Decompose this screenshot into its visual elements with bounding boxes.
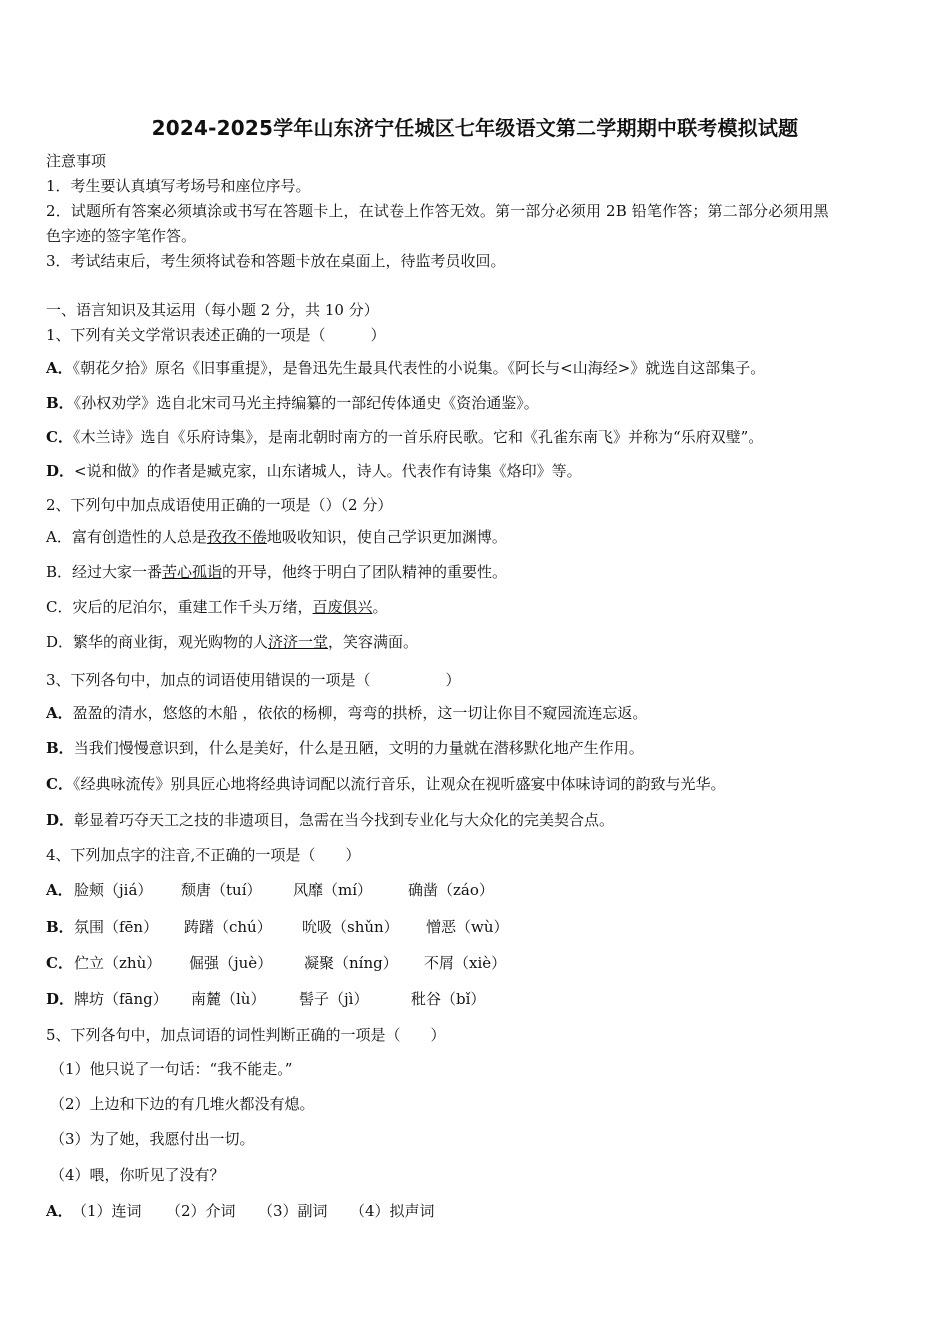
exam-title: 2024-2025学年山东济宁任城区七年级语文第二学期期中联考模拟试题: [151, 116, 799, 140]
q4-option-b-item-2: 踌躇（chú）: [184, 918, 272, 936]
q5-option-a-item-3: （3）副词: [258, 1202, 328, 1220]
notice-item-1: 1．考生要认真填写考场号和座位序号。: [46, 177, 311, 195]
q1-option-a-text: 《朝花夕拾》原名《旧事重提》，是鲁迅先生最具代表性的小说集。《阿长与<山海经>》就选自这部集子。: [72, 359, 766, 377]
q5-sentence-3: （3）为了她，我愿付出一切。: [50, 1130, 255, 1148]
q3-stem: 3、下列各句中，加点的词语使用错误的一项是（ ）: [46, 671, 461, 689]
q2-option-c-pre: C．灾后的尼泊尔，重建工作千头万绪，: [46, 598, 313, 616]
notice-item-2-cont: 色字迹的签字笔作答。: [46, 227, 197, 245]
q2-option-b-post: 的开导，他终于明白了团队精神的重要性。: [222, 563, 508, 581]
q2-option-a-pre: A．富有创造性的人总是: [46, 528, 207, 546]
q4-option-c-item-1: 伫立（zhù）: [74, 954, 162, 972]
q4-option-c-item-4: 不屑（xiè）: [424, 954, 507, 972]
q3-option-a-text: 盈盈的清水，悠悠的木船 ，依依的杨柳，弯弯的拱桥，这一切让你目不窥园流连忘返。: [72, 704, 648, 722]
q2-stem: 2、下列句中加点成语使用正确的一项是（）（2 分）: [46, 496, 393, 514]
q4-option-b-item-1: 氛围（fēn）: [74, 918, 159, 936]
q1-option-d: [46, 461, 582, 481]
q4-option-c-label: C．: [46, 954, 73, 972]
q3-option-b-label: B．: [46, 739, 74, 757]
q4-option-d-item-1: 牌坊（fāng）: [74, 990, 168, 1008]
q2-option-c: [46, 597, 388, 617]
q1-option-a-label: A．: [46, 359, 73, 377]
q1-option-d-text: <说和做》的作者是臧克家，山东诸城人，诗人。代表作有诗集《烙印》等。: [74, 462, 582, 480]
q5-option-a-item-4: （4）拟声词: [350, 1202, 435, 1220]
q4-option-d-item-3: 髻子（jì）: [299, 990, 369, 1008]
q4-option-c: [46, 953, 506, 973]
q4-option-a-item-1: 脸颊（jiá）: [74, 881, 153, 899]
q1-option-c-text: 《木兰诗》选自《乐府诗集》，是南北朝时南方的一首乐府民歌。它和《孔雀东南飞》并称为“乐府双璧”。: [72, 428, 764, 446]
q2-option-a: [46, 527, 507, 547]
q5-stem: 5、下列各句中，加点词语的词性判断正确的一项是（ ）: [46, 1026, 446, 1044]
q2-option-a-post: 地吸收知识，使自己学识更加渊博。: [266, 528, 507, 546]
notice-item-3: 3．考试结束后，考生须将试卷和答题卡放在桌面上，待监考员收回。: [46, 252, 506, 270]
q4-option-a-item-3: 风靡（mí）: [293, 881, 373, 899]
q5-sentence-4: （4）喂，你听见了没有？: [50, 1166, 225, 1184]
q4-option-b-item-4: 憎恶（wù）: [426, 918, 509, 936]
q2-option-d-idiom: 济济一堂: [268, 633, 329, 651]
q4-option-b-item-3: 吮吸（shǔn）: [302, 918, 399, 936]
q4-option-b: [46, 917, 509, 937]
q5-option-a-item-1: （1）连词: [72, 1202, 142, 1220]
q4-option-d: [46, 989, 485, 1009]
q4-option-c-item-3: 凝聚（níng）: [304, 954, 398, 972]
q4-option-d-item-2: 南麓（lù）: [191, 990, 266, 1008]
q1-stem: 1、下列有关文学常识表述正确的一项是（ ）: [46, 326, 386, 344]
notice-heading: 注意事项: [46, 152, 107, 170]
q2-option-b-idiom: 苦心孤诣: [162, 563, 223, 581]
q2-option-b: [46, 562, 507, 582]
q5-option-a: [46, 1201, 435, 1221]
section-heading: 一、语言知识及其运用（每小题 2 分，共 10 分）: [46, 301, 379, 319]
q4-option-a: [46, 880, 494, 900]
q3-option-a: [46, 703, 647, 723]
notice-item-2: 2．试题所有答案必须填涂或书写在答题卡上，在试卷上作答无效。第一部分必须用 2B 铅笔作答；第二部分必须用黑: [46, 202, 829, 220]
q4-option-a-label: A．: [46, 881, 73, 899]
q3-option-c-text: 《经典咏流传》别具匠心地将经典诗词配以流行音乐，让观众在视听盛宴中体味诗词的韵致与光华。: [72, 775, 726, 793]
q1-option-a: [46, 358, 765, 378]
q5-sentence-1: （1）他只说了一句话：“我不能走。”: [50, 1060, 293, 1078]
q2-option-c-idiom: 百废俱兴: [312, 598, 373, 616]
q3-option-c: [46, 774, 725, 794]
q3-option-d-label: D．: [46, 811, 75, 829]
q3-option-b-text: 当我们慢慢意识到，什么是美好，什么是丑陋，文明的力量就在潜移默化地产生作用。: [73, 739, 644, 757]
q4-option-b-label: B．: [46, 918, 74, 936]
q4-option-a-item-4: 确凿（záo）: [408, 881, 494, 899]
q5-option-a-label: A．: [46, 1202, 73, 1220]
q1-option-b-label: B．: [46, 394, 74, 412]
q4-option-a-item-2: 颓唐（tuí）: [181, 881, 262, 899]
q4-option-c-item-2: 倔强（juè）: [189, 954, 273, 972]
q5-sentence-2: （2）上边和下边的有几堆火都没有熄。: [50, 1095, 315, 1113]
q2-option-c-post: 。: [372, 598, 388, 616]
q3-option-c-label: C．: [46, 775, 73, 793]
q4-option-d-item-4: 秕谷（bǐ）: [411, 990, 486, 1008]
q2-option-d-pre: D．繁华的商业街，观光购物的人: [46, 633, 269, 651]
q2-option-d: [46, 632, 418, 652]
q2-option-d-post: ，笑容满面。: [328, 633, 419, 651]
q1-option-b-text: 《孙权劝学》选自北宋司马光主持编纂的一部纪传体通史《资治通鉴》。: [73, 394, 539, 412]
q3-option-d: [46, 810, 614, 830]
q1-option-d-label: D．: [46, 462, 75, 480]
q2-option-a-idiom: 孜孜不倦: [206, 528, 267, 546]
q4-option-d-label: D．: [46, 990, 75, 1008]
q5-option-a-item-2: （2）介词: [166, 1202, 236, 1220]
q3-option-b: [46, 738, 644, 758]
q1-option-c-label: C．: [46, 428, 73, 446]
q3-option-a-label: A．: [46, 704, 73, 722]
q4-stem: 4、下列加点字的注音,不正确的一项是（ ）: [46, 846, 361, 864]
q1-option-c: [46, 427, 763, 447]
q2-option-b-pre: B．经过大家一番: [46, 563, 163, 581]
q3-option-d-text: 彰显着巧夺天工之技的非遗项目，急需在当今找到专业化与大众化的完美契合点。: [74, 811, 615, 829]
q1-option-b: [46, 393, 539, 413]
